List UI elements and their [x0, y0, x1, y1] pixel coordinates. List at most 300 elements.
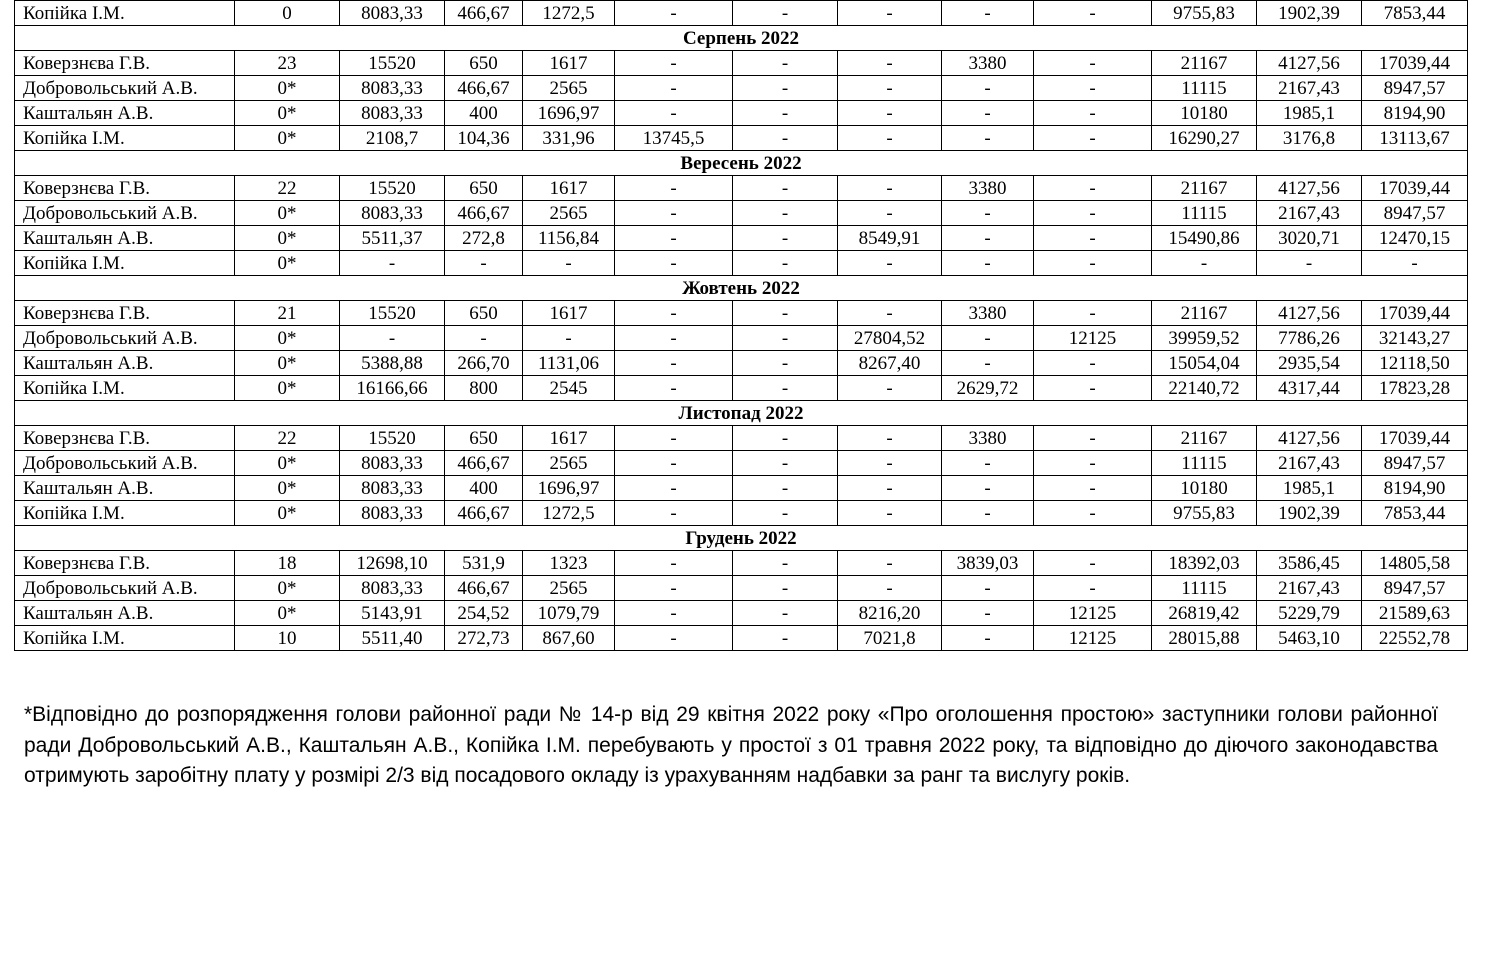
table-cell: -	[838, 551, 942, 576]
table-cell: 2167,43	[1257, 576, 1362, 601]
salary-table-body	[15, 1, 1468, 651]
table-cell: -	[838, 576, 942, 601]
table-cell: -	[733, 251, 838, 276]
table-cell: -	[1034, 76, 1152, 101]
table-cell: 18392,03	[1152, 551, 1257, 576]
table-cell: 400	[445, 476, 523, 501]
table-cell: 8947,57	[1362, 576, 1468, 601]
table-row	[15, 626, 1468, 651]
table-cell: 7021,8	[838, 626, 942, 651]
table-cell: 12470,15	[1362, 226, 1468, 251]
table-cell: -	[838, 1, 942, 26]
table-cell: 8267,40	[838, 351, 942, 376]
table-cell: 12125	[1034, 326, 1152, 351]
table-cell: 15520	[340, 51, 445, 76]
table-cell: 22140,72	[1152, 376, 1257, 401]
table-row	[15, 451, 1468, 476]
table-cell: -	[733, 126, 838, 151]
table-cell: 3380	[942, 426, 1034, 451]
salary-table	[14, 0, 1468, 651]
table-cell: 4127,56	[1257, 176, 1362, 201]
table-cell: -	[445, 251, 523, 276]
table-cell: 4127,56	[1257, 426, 1362, 451]
table-cell: 23	[235, 51, 340, 76]
table-cell: -	[615, 451, 733, 476]
table-cell: 18	[235, 551, 340, 576]
table-cell: 1985,1	[1257, 476, 1362, 501]
table-cell: 2167,43	[1257, 76, 1362, 101]
table-cell: -	[615, 1, 733, 26]
employee-name-cell: Коверзнєва Г.В.	[15, 426, 235, 451]
table-cell: 8194,90	[1362, 476, 1468, 501]
table-cell: 650	[445, 51, 523, 76]
table-cell: -	[615, 326, 733, 351]
table-cell: 7853,44	[1362, 501, 1468, 526]
table-cell: 16166,66	[340, 376, 445, 401]
table-row	[15, 376, 1468, 401]
employee-name-cell: Копійка І.М.	[15, 1, 235, 26]
table-cell: -	[838, 451, 942, 476]
table-cell: -	[838, 301, 942, 326]
month-header: Грудень 2022	[15, 526, 1468, 551]
table-cell: 1323	[523, 551, 615, 576]
table-cell: 1696,97	[523, 476, 615, 501]
table-cell: 0*	[235, 601, 340, 626]
table-cell: -	[1034, 451, 1152, 476]
table-cell: 22	[235, 176, 340, 201]
table-cell: 650	[445, 176, 523, 201]
table-row	[15, 101, 1468, 126]
table-cell: 17039,44	[1362, 426, 1468, 451]
table-row	[15, 476, 1468, 501]
table-row	[15, 126, 1468, 151]
table-cell: 15520	[340, 176, 445, 201]
table-cell: 466,67	[445, 201, 523, 226]
month-header: Жовтень 2022	[15, 276, 1468, 301]
table-cell: 1156,84	[523, 226, 615, 251]
table-cell: 7853,44	[1362, 1, 1468, 26]
table-cell: 9755,83	[1152, 501, 1257, 526]
table-cell: 1079,79	[523, 601, 615, 626]
table-cell: 10	[235, 626, 340, 651]
month-header-row	[15, 151, 1468, 176]
table-cell: 8947,57	[1362, 451, 1468, 476]
table-cell: -	[838, 476, 942, 501]
table-cell: 5388,88	[340, 351, 445, 376]
table-cell: -	[838, 176, 942, 201]
table-cell: 22	[235, 426, 340, 451]
table-cell: 17039,44	[1362, 176, 1468, 201]
table-row	[15, 501, 1468, 526]
table-cell: 8947,57	[1362, 76, 1468, 101]
table-cell: -	[733, 176, 838, 201]
table-row	[15, 251, 1468, 276]
table-cell: 0*	[235, 101, 340, 126]
table-cell: -	[942, 226, 1034, 251]
table-cell: 10180	[1152, 101, 1257, 126]
table-cell: -	[733, 576, 838, 601]
table-cell: 5143,91	[340, 601, 445, 626]
table-cell: -	[340, 326, 445, 351]
table-cell: 14805,58	[1362, 551, 1468, 576]
table-cell: -	[733, 476, 838, 501]
table-cell: 1272,5	[523, 1, 615, 26]
table-cell: -	[838, 376, 942, 401]
table-cell: 5463,10	[1257, 626, 1362, 651]
table-cell: 26819,42	[1152, 601, 1257, 626]
employee-name-cell: Каштальян А.В.	[15, 601, 235, 626]
table-cell: 466,67	[445, 451, 523, 476]
table-cell: -	[1362, 251, 1468, 276]
table-cell: 12125	[1034, 626, 1152, 651]
table-cell: 11115	[1152, 451, 1257, 476]
employee-name-cell: Добровольський А.В.	[15, 451, 235, 476]
table-cell: 531,9	[445, 551, 523, 576]
salary-sheet	[14, 0, 1467, 651]
table-cell: 1902,39	[1257, 501, 1362, 526]
table-cell: 466,67	[445, 76, 523, 101]
table-cell: 8083,33	[340, 76, 445, 101]
table-cell: -	[615, 501, 733, 526]
table-cell: 21	[235, 301, 340, 326]
table-row	[15, 1, 1468, 26]
table-cell: -	[733, 376, 838, 401]
table-cell: -	[733, 1, 838, 26]
table-cell: -	[942, 1, 1034, 26]
table-cell: 39959,52	[1152, 326, 1257, 351]
table-cell: -	[733, 326, 838, 351]
table-cell: 104,36	[445, 126, 523, 151]
table-cell: -	[1257, 251, 1362, 276]
table-cell: -	[733, 426, 838, 451]
table-cell: -	[1034, 201, 1152, 226]
table-cell: 8083,33	[340, 101, 445, 126]
table-cell: 21167	[1152, 51, 1257, 76]
table-cell: 15520	[340, 426, 445, 451]
table-cell: 3176,8	[1257, 126, 1362, 151]
table-cell: -	[942, 76, 1034, 101]
table-cell: 1131,06	[523, 351, 615, 376]
table-cell: -	[615, 251, 733, 276]
table-cell: 17823,28	[1362, 376, 1468, 401]
table-cell: 17039,44	[1362, 51, 1468, 76]
table-cell: -	[615, 551, 733, 576]
month-header: Серпень 2022	[15, 26, 1468, 51]
table-cell: 3380	[942, 176, 1034, 201]
table-cell: 11115	[1152, 576, 1257, 601]
table-cell: -	[1034, 226, 1152, 251]
table-cell: -	[615, 76, 733, 101]
employee-name-cell: Каштальян А.В.	[15, 351, 235, 376]
employee-name-cell: Копійка І.М.	[15, 126, 235, 151]
table-cell: 1272,5	[523, 501, 615, 526]
table-cell: 0*	[235, 501, 340, 526]
table-cell: -	[340, 251, 445, 276]
table-cell: -	[523, 251, 615, 276]
table-cell: -	[942, 201, 1034, 226]
table-cell: -	[838, 126, 942, 151]
table-cell: 0*	[235, 226, 340, 251]
table-cell: 28015,88	[1152, 626, 1257, 651]
table-cell: 5229,79	[1257, 601, 1362, 626]
table-cell: -	[733, 101, 838, 126]
table-cell: 12125	[1034, 601, 1152, 626]
table-cell: 4127,56	[1257, 51, 1362, 76]
employee-name-cell: Коверзнєва Г.В.	[15, 51, 235, 76]
table-row	[15, 201, 1468, 226]
table-cell: -	[733, 501, 838, 526]
table-cell: -	[838, 51, 942, 76]
table-cell: -	[1034, 126, 1152, 151]
table-cell: 8083,33	[340, 201, 445, 226]
table-cell: 11115	[1152, 76, 1257, 101]
month-header-row	[15, 401, 1468, 426]
table-cell: -	[1034, 101, 1152, 126]
table-cell: -	[615, 201, 733, 226]
table-cell: 800	[445, 376, 523, 401]
table-cell: -	[942, 601, 1034, 626]
table-cell: -	[615, 476, 733, 501]
table-cell: 2545	[523, 376, 615, 401]
table-cell: 8083,33	[340, 476, 445, 501]
table-row	[15, 601, 1468, 626]
table-cell: 13745,5	[615, 126, 733, 151]
month-header-row	[15, 526, 1468, 551]
table-row	[15, 176, 1468, 201]
table-cell: -	[615, 176, 733, 201]
table-cell: -	[1034, 351, 1152, 376]
table-cell: -	[733, 76, 838, 101]
table-cell: -	[733, 201, 838, 226]
table-cell: -	[1034, 576, 1152, 601]
table-cell: 3839,03	[942, 551, 1034, 576]
table-cell: 466,67	[445, 576, 523, 601]
table-cell: 2565	[523, 76, 615, 101]
table-cell: -	[615, 601, 733, 626]
table-cell: -	[1034, 501, 1152, 526]
table-cell: -	[445, 326, 523, 351]
employee-name-cell: Добровольський А.В.	[15, 576, 235, 601]
table-cell: -	[838, 251, 942, 276]
employee-name-cell: Каштальян А.В.	[15, 476, 235, 501]
employee-name-cell: Копійка І.М.	[15, 251, 235, 276]
table-cell: 27804,52	[838, 326, 942, 351]
employee-name-cell: Коверзнєва Г.В.	[15, 301, 235, 326]
table-row	[15, 76, 1468, 101]
table-cell: -	[733, 351, 838, 376]
table-cell: 1617	[523, 426, 615, 451]
table-cell: 21167	[1152, 301, 1257, 326]
table-cell: -	[733, 551, 838, 576]
table-cell: -	[942, 101, 1034, 126]
table-cell: 5511,37	[340, 226, 445, 251]
table-cell: -	[1034, 251, 1152, 276]
table-cell: 32143,27	[1362, 326, 1468, 351]
table-row	[15, 326, 1468, 351]
table-cell: 2167,43	[1257, 201, 1362, 226]
table-cell: -	[615, 226, 733, 251]
employee-name-cell: Коверзнєва Г.В.	[15, 551, 235, 576]
table-cell: -	[838, 201, 942, 226]
table-cell: 8083,33	[340, 576, 445, 601]
employee-name-cell: Коверзнєва Г.В.	[15, 176, 235, 201]
table-cell: 1985,1	[1257, 101, 1362, 126]
table-cell: -	[1034, 551, 1152, 576]
table-cell: -	[1152, 251, 1257, 276]
table-cell: -	[615, 376, 733, 401]
table-cell: 5511,40	[340, 626, 445, 651]
table-cell: 3586,45	[1257, 551, 1362, 576]
table-cell: 1696,97	[523, 101, 615, 126]
table-cell: 21589,63	[1362, 601, 1468, 626]
table-cell: 650	[445, 301, 523, 326]
table-cell: 0	[235, 1, 340, 26]
table-cell: 0*	[235, 351, 340, 376]
table-cell: -	[615, 426, 733, 451]
table-cell: 2565	[523, 451, 615, 476]
table-cell: -	[615, 51, 733, 76]
table-cell: -	[942, 476, 1034, 501]
table-cell: 0*	[235, 201, 340, 226]
table-cell: 272,73	[445, 626, 523, 651]
table-cell: 466,67	[445, 501, 523, 526]
table-cell: -	[838, 76, 942, 101]
table-cell: -	[733, 226, 838, 251]
table-row	[15, 51, 1468, 76]
table-cell: 8947,57	[1362, 201, 1468, 226]
table-cell: 17039,44	[1362, 301, 1468, 326]
table-cell: 0*	[235, 476, 340, 501]
table-cell: -	[615, 101, 733, 126]
table-cell: 12118,50	[1362, 351, 1468, 376]
table-cell: 3020,71	[1257, 226, 1362, 251]
employee-name-cell: Копійка І.М.	[15, 626, 235, 651]
table-cell: -	[838, 501, 942, 526]
table-cell: 2167,43	[1257, 451, 1362, 476]
table-row	[15, 426, 1468, 451]
table-cell: 16290,27	[1152, 126, 1257, 151]
table-cell: -	[615, 301, 733, 326]
table-cell: -	[733, 451, 838, 476]
table-cell: 0*	[235, 251, 340, 276]
table-cell: 8194,90	[1362, 101, 1468, 126]
table-cell: 15054,04	[1152, 351, 1257, 376]
table-cell: -	[942, 251, 1034, 276]
table-cell: 2565	[523, 576, 615, 601]
month-header-row	[15, 276, 1468, 301]
table-cell: -	[615, 626, 733, 651]
table-cell: -	[942, 326, 1034, 351]
table-row	[15, 551, 1468, 576]
table-cell: -	[1034, 301, 1152, 326]
table-cell: 1902,39	[1257, 1, 1362, 26]
table-cell: 11115	[1152, 201, 1257, 226]
table-cell: 2565	[523, 201, 615, 226]
table-cell: 867,60	[523, 626, 615, 651]
table-row	[15, 351, 1468, 376]
table-cell: 0*	[235, 326, 340, 351]
table-cell: -	[838, 426, 942, 451]
table-cell: 8549,91	[838, 226, 942, 251]
table-cell: 4317,44	[1257, 376, 1362, 401]
table-cell: 266,70	[445, 351, 523, 376]
employee-name-cell: Добровольський А.В.	[15, 201, 235, 226]
table-cell: 0*	[235, 126, 340, 151]
table-cell: 0*	[235, 376, 340, 401]
table-row	[15, 301, 1468, 326]
table-cell: 2108,7	[340, 126, 445, 151]
table-row	[15, 226, 1468, 251]
table-cell: 10180	[1152, 476, 1257, 501]
table-cell: 13113,67	[1362, 126, 1468, 151]
table-cell: -	[942, 501, 1034, 526]
table-cell: 8083,33	[340, 501, 445, 526]
table-cell: -	[615, 576, 733, 601]
table-cell: 8083,33	[340, 1, 445, 26]
table-cell: 0*	[235, 576, 340, 601]
table-cell: 4127,56	[1257, 301, 1362, 326]
table-cell: 0*	[235, 76, 340, 101]
table-cell: -	[733, 601, 838, 626]
table-cell: 3380	[942, 301, 1034, 326]
table-cell: 21167	[1152, 176, 1257, 201]
table-cell: 466,67	[445, 1, 523, 26]
employee-name-cell: Добровольський А.В.	[15, 326, 235, 351]
table-cell: -	[838, 101, 942, 126]
employee-name-cell: Каштальян А.В.	[15, 226, 235, 251]
table-cell: 1617	[523, 301, 615, 326]
table-cell: 9755,83	[1152, 1, 1257, 26]
table-cell: 8216,20	[838, 601, 942, 626]
table-cell: -	[615, 351, 733, 376]
table-cell: 2629,72	[942, 376, 1034, 401]
month-header: Листопад 2022	[15, 401, 1468, 426]
table-cell: 1617	[523, 51, 615, 76]
employee-name-cell: Копійка І.М.	[15, 376, 235, 401]
table-cell: -	[1034, 176, 1152, 201]
table-cell: 7786,26	[1257, 326, 1362, 351]
table-cell: -	[1034, 51, 1152, 76]
table-cell: 3380	[942, 51, 1034, 76]
table-cell: 2935,54	[1257, 351, 1362, 376]
table-cell: 8083,33	[340, 451, 445, 476]
table-cell: 15490,86	[1152, 226, 1257, 251]
table-cell: 21167	[1152, 426, 1257, 451]
table-cell: -	[1034, 426, 1152, 451]
table-cell: 1617	[523, 176, 615, 201]
table-cell: -	[733, 301, 838, 326]
table-cell: -	[942, 626, 1034, 651]
table-cell: -	[942, 351, 1034, 376]
employee-name-cell: Копійка І.М.	[15, 501, 235, 526]
table-row	[15, 576, 1468, 601]
table-cell: -	[733, 626, 838, 651]
table-cell: 0*	[235, 451, 340, 476]
table-cell: 650	[445, 426, 523, 451]
table-cell: -	[1034, 1, 1152, 26]
table-cell: 400	[445, 101, 523, 126]
table-cell: -	[1034, 376, 1152, 401]
table-cell: -	[942, 126, 1034, 151]
table-cell: 254,52	[445, 601, 523, 626]
table-cell: -	[942, 576, 1034, 601]
table-cell: 12698,10	[340, 551, 445, 576]
table-cell: -	[942, 451, 1034, 476]
table-cell: -	[523, 326, 615, 351]
table-cell: 15520	[340, 301, 445, 326]
table-cell: 272,8	[445, 226, 523, 251]
table-cell: -	[733, 51, 838, 76]
